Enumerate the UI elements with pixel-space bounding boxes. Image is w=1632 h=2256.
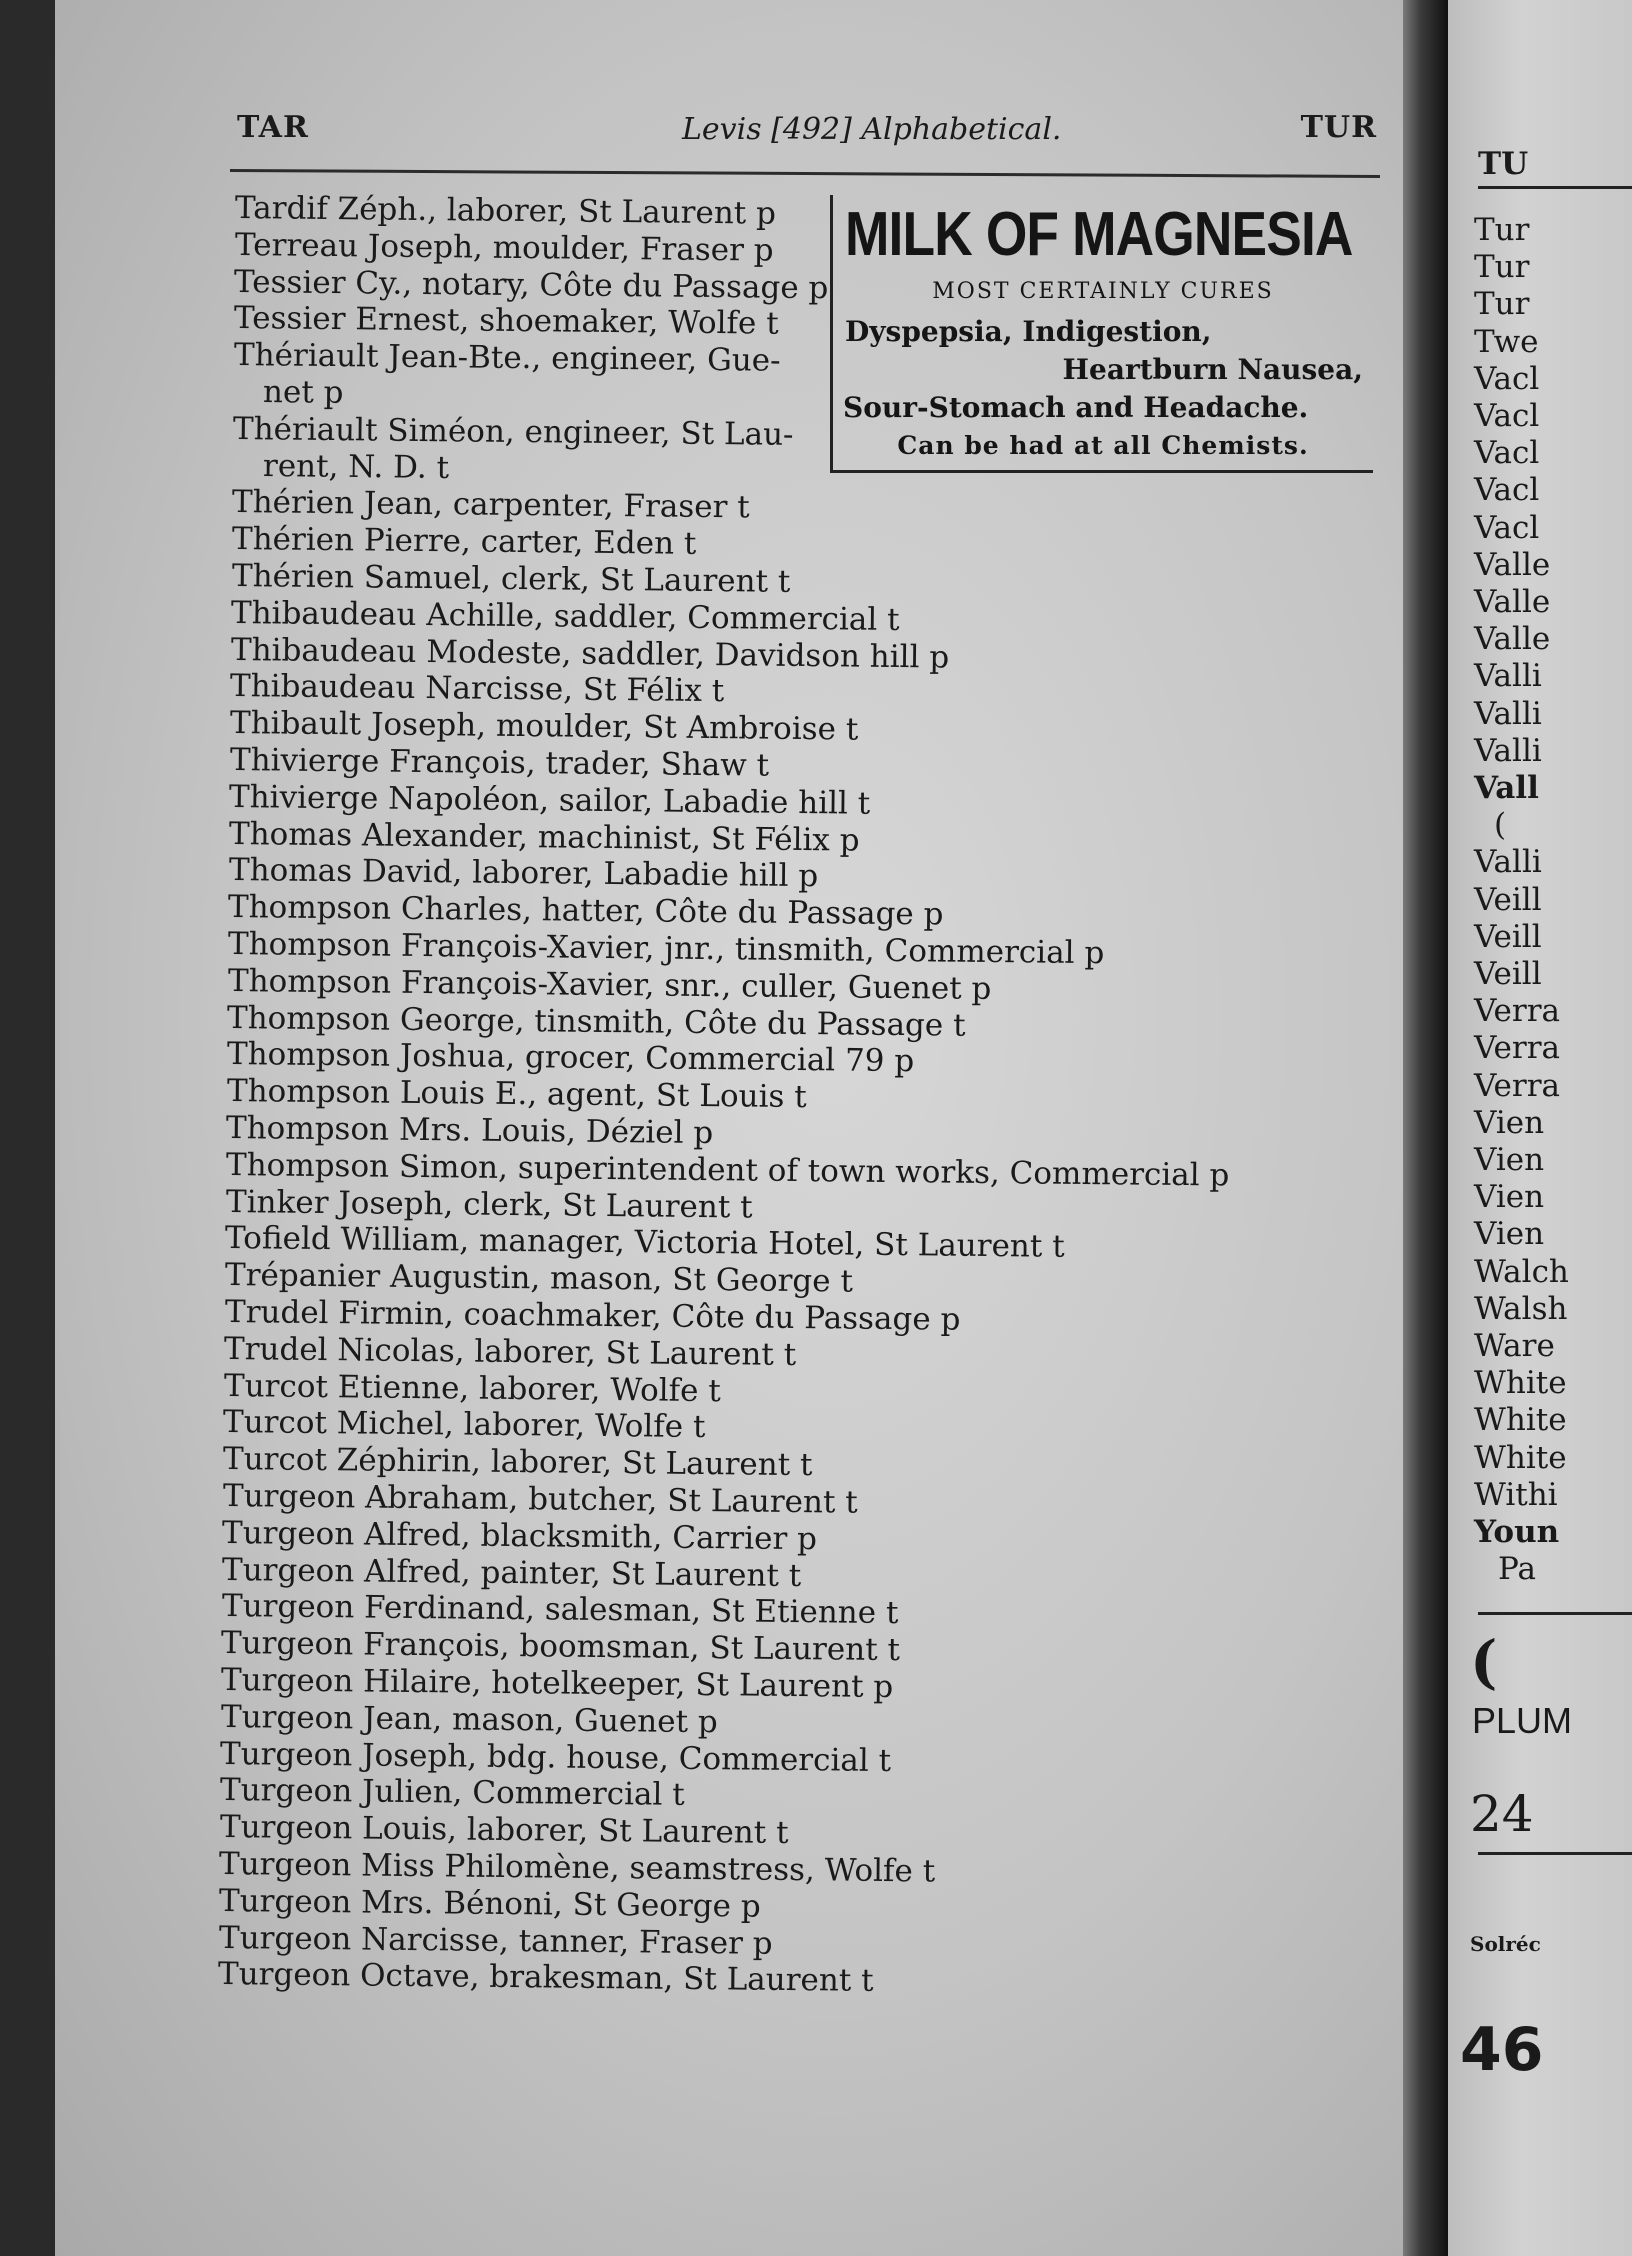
adjacent-entry-fragment: Tur [1474,249,1530,286]
directory-entry: Turcot Etienne, laborer, Wolfe t [223,1367,721,1409]
directory-entry: Thibault Joseph, moulder, St Ambroise t [229,705,859,748]
ad-line-1: Dyspepsia, Indigestion, [845,315,1212,348]
directory-entry: Trépanier Augustin, mason, St George t [224,1257,854,1300]
adjacent-entry-fragment: Vall [1474,770,1539,806]
directory-entry: Terreau Joseph, moulder, Fraser p [234,226,774,269]
adjacent-entry-fragment: Vien [1474,1104,1545,1141]
directory-entry: Turgeon Ferdinand, salesman, St Etienne t [221,1588,899,1632]
header-right: TUR [1300,110,1377,145]
adjacent-entry-fragment: Valli [1474,844,1542,881]
directory-entry: Thompson Mrs. Louis, Déziel p [225,1110,714,1152]
ad-line-4: Can be had at all Chemists. [897,431,1309,460]
directory-entry: Turgeon Hilaire, hotelkeeper, St Laurent p [220,1662,894,1706]
directory-entry: Thérien Samuel, clerk, St Laurent t [231,558,791,600]
adjacent-header-rule [1478,186,1632,189]
adjacent-entry-fragment: Pa [1498,1551,1536,1588]
adjacent-entry-fragment: White [1474,1402,1567,1439]
directory-entry: Thompson Joshua, grocer, Commercial 79 p [226,1036,915,1080]
directory-entry: Turgeon Octave, brakesman, St Laurent t [217,1956,874,2000]
directory-entry: Thibaudeau Narcisse, St Félix t [229,668,725,710]
adjacent-entry-fragment: Verra [1474,1067,1561,1104]
directory-entry: Thibaudeau Achille, saddler, Commercial t [230,594,900,638]
adjacent-ad-fragment: PLUM [1472,1700,1573,1741]
adjacent-entry-fragment: Walsh [1474,1290,1568,1327]
adjacent-entry-fragment: White [1474,1365,1567,1402]
directory-entry: Turgeon Jean, mason, Guenet p [220,1698,718,1740]
adjacent-entry-fragment: ( [1494,807,1507,844]
page-header [237,110,1377,160]
adjacent-entry-fragment: Tur [1474,212,1530,248]
adjacent-entry-fragment: Valli [1474,695,1542,732]
adjacent-rule-2 [1478,1852,1632,1855]
adjacent-entry-fragment: Verra [1474,993,1561,1030]
adjacent-entry-fragment: Twe [1474,323,1539,360]
directory-entry: Trudel Nicolas, laborer, St Laurent t [223,1330,797,1373]
directory-entry: rent, N. D. t [262,447,450,486]
adjacent-entry-fragment: Vacl [1474,509,1540,546]
directory-entry: Tessier Ernest, shoemaker, Wolfe t [233,300,779,343]
adjacent-entry-fragment: Tur [1474,286,1530,323]
adjacent-page [1448,0,1632,2256]
directory-entry: Turgeon Louis, laborer, St Laurent t [219,1809,789,1852]
directory-entry: Thomas David, laborer, Labadie hill p [228,852,819,895]
ad-subtitle: MOST CERTAINLY CURES [932,279,1274,304]
directory-entry: Thivierge Napoléon, sailor, Labadie hill t [228,778,871,822]
adjacent-entry-fragment: Ware [1474,1328,1555,1364]
directory-entry: Thompson George, tinsmith, Côte du Passage t [226,999,966,1044]
adjacent-entry-fragment: White [1474,1439,1567,1476]
book-gutter [1403,0,1448,2256]
adjacent-entry-fragment: Vacl [1474,360,1540,397]
directory-entry: Thompson François-Xavier, snr., culler, Guenet p [227,962,992,1007]
adjacent-entry-fragment: Withi [1474,1476,1558,1513]
directory-entry: Turgeon Miss Philomène, seamstress, Wolfe t [218,1846,936,1890]
adjacent-entry-fragment: Veill [1474,918,1542,955]
adjacent-entry-fragment: Vacl [1474,435,1540,472]
directory-entry: Tofield William, manager, Victoria Hotel, St Laurent t [224,1220,1065,1266]
directory-entry: Turgeon Mrs. Bénoni, St George p [218,1882,761,1925]
directory-entry: Turgeon Abraham, butcher, St Laurent t [222,1478,858,1521]
adjacent-entry-fragment: Valle [1474,546,1551,583]
adjacent-entry-fragment: Vacl [1474,398,1540,434]
ad-title: MILK OF MAGNESIA [845,200,1353,269]
adjacent-entry-fragment: Vacl [1474,472,1540,509]
directory-entry: Thomas Alexander, machinist, St Félix p [228,815,860,859]
directory-entry: Thompson Charles, hatter, Côte du Passage p [227,889,944,933]
adjacent-ad-fragment: ( [1470,1628,1498,1696]
adjacent-entry-fragment: Valle [1474,584,1551,620]
adjacent-ad-fragment: Solréc [1470,1932,1541,1956]
directory-entry: Tessier Cy., notary, Côte du Passage p [233,263,829,306]
directory-entry: Turcot Zéphirin, laborer, St Laurent t [222,1441,813,1484]
header-left: TAR [237,110,309,145]
directory-entry: Thériault Siméon, engineer, St Lau- [232,410,794,453]
directory-entry: Turgeon Narcisse, tanner, Fraser p [218,1919,773,1962]
adjacent-entry-fragment: Valli [1474,658,1542,695]
directory-entry: Thompson François-Xavier, jnr., tinsmith, Commercial p [227,926,1105,972]
directory-entry: Turgeon Alfred, painter, St Laurent t [221,1551,802,1594]
header-center: Levis [492] Alphabetical. [682,112,1062,147]
adjacent-entry-fragment: Vien [1474,1216,1545,1253]
adjacent-ad-fragment: 24 [1470,1785,1534,1843]
directory-entry: Thériault Jean-Bte., engineer, Gue- [233,337,781,379]
adjacent-entry-fragment: Valli [1474,732,1542,769]
directory-entry: Thérien Pierre, carter, Eden t [231,521,697,563]
directory-entry: Turcot Michel, laborer, Wolfe t [222,1404,706,1446]
adjacent-entry-fragment: Youn [1474,1514,1560,1550]
directory-entry: Thérien Jean, carpenter, Fraser t [231,484,750,526]
adjacent-ad-fragment: 46 [1460,2015,1544,2085]
directory-entry: Thivierge François, trader, Shaw t [229,742,770,784]
directory-entry: Turgeon François, boomsman, St Laurent t [220,1625,901,1669]
adjacent-entry-fragment: Valle [1474,621,1551,658]
directory-entry: net p [262,374,344,411]
milk-of-magnesia-advertisement [830,195,1373,473]
adjacent-entry-fragment: Vien [1474,1179,1545,1216]
directory-entry: Thompson Louis E., agent, St Louis t [226,1073,807,1116]
adjacent-page-header: TU [1478,146,1529,182]
directory-entry: Thibaudeau Modeste, saddler, Davidson hill p [230,631,950,676]
directory-entry: Turgeon Alfred, blacksmith, Carrier p [221,1514,818,1558]
adjacent-entry-fragment: Veill [1474,881,1542,918]
adjacent-entry-fragment: Veill [1474,956,1542,992]
directory-entry: Tinker Joseph, clerk, St Laurent t [225,1183,753,1226]
adjacent-entry-fragment: Verra [1474,1030,1561,1067]
adjacent-entry-fragment: Vien [1474,1142,1545,1178]
ad-line-2: Heartburn Nausea, [1062,353,1363,386]
adjacent-entry-fragment: Walch [1474,1253,1569,1290]
directory-entry: Tardif Zéph., laborer, St Laurent p [234,190,777,232]
directory-entry: Turgeon Joseph, bdg. house, Commercial t [219,1735,892,1779]
adjacent-rule-1 [1478,1612,1632,1615]
directory-entry: Trudel Firmin, coachmaker, Côte du Passage p [224,1294,961,1338]
ad-line-3: Sour-Stomach and Headache. [843,391,1309,424]
directory-entry: Thompson Simon, superintendent of town works, Commercial p [225,1146,1230,1194]
directory-entry: Turgeon Julien, Commercial t [219,1772,685,1814]
